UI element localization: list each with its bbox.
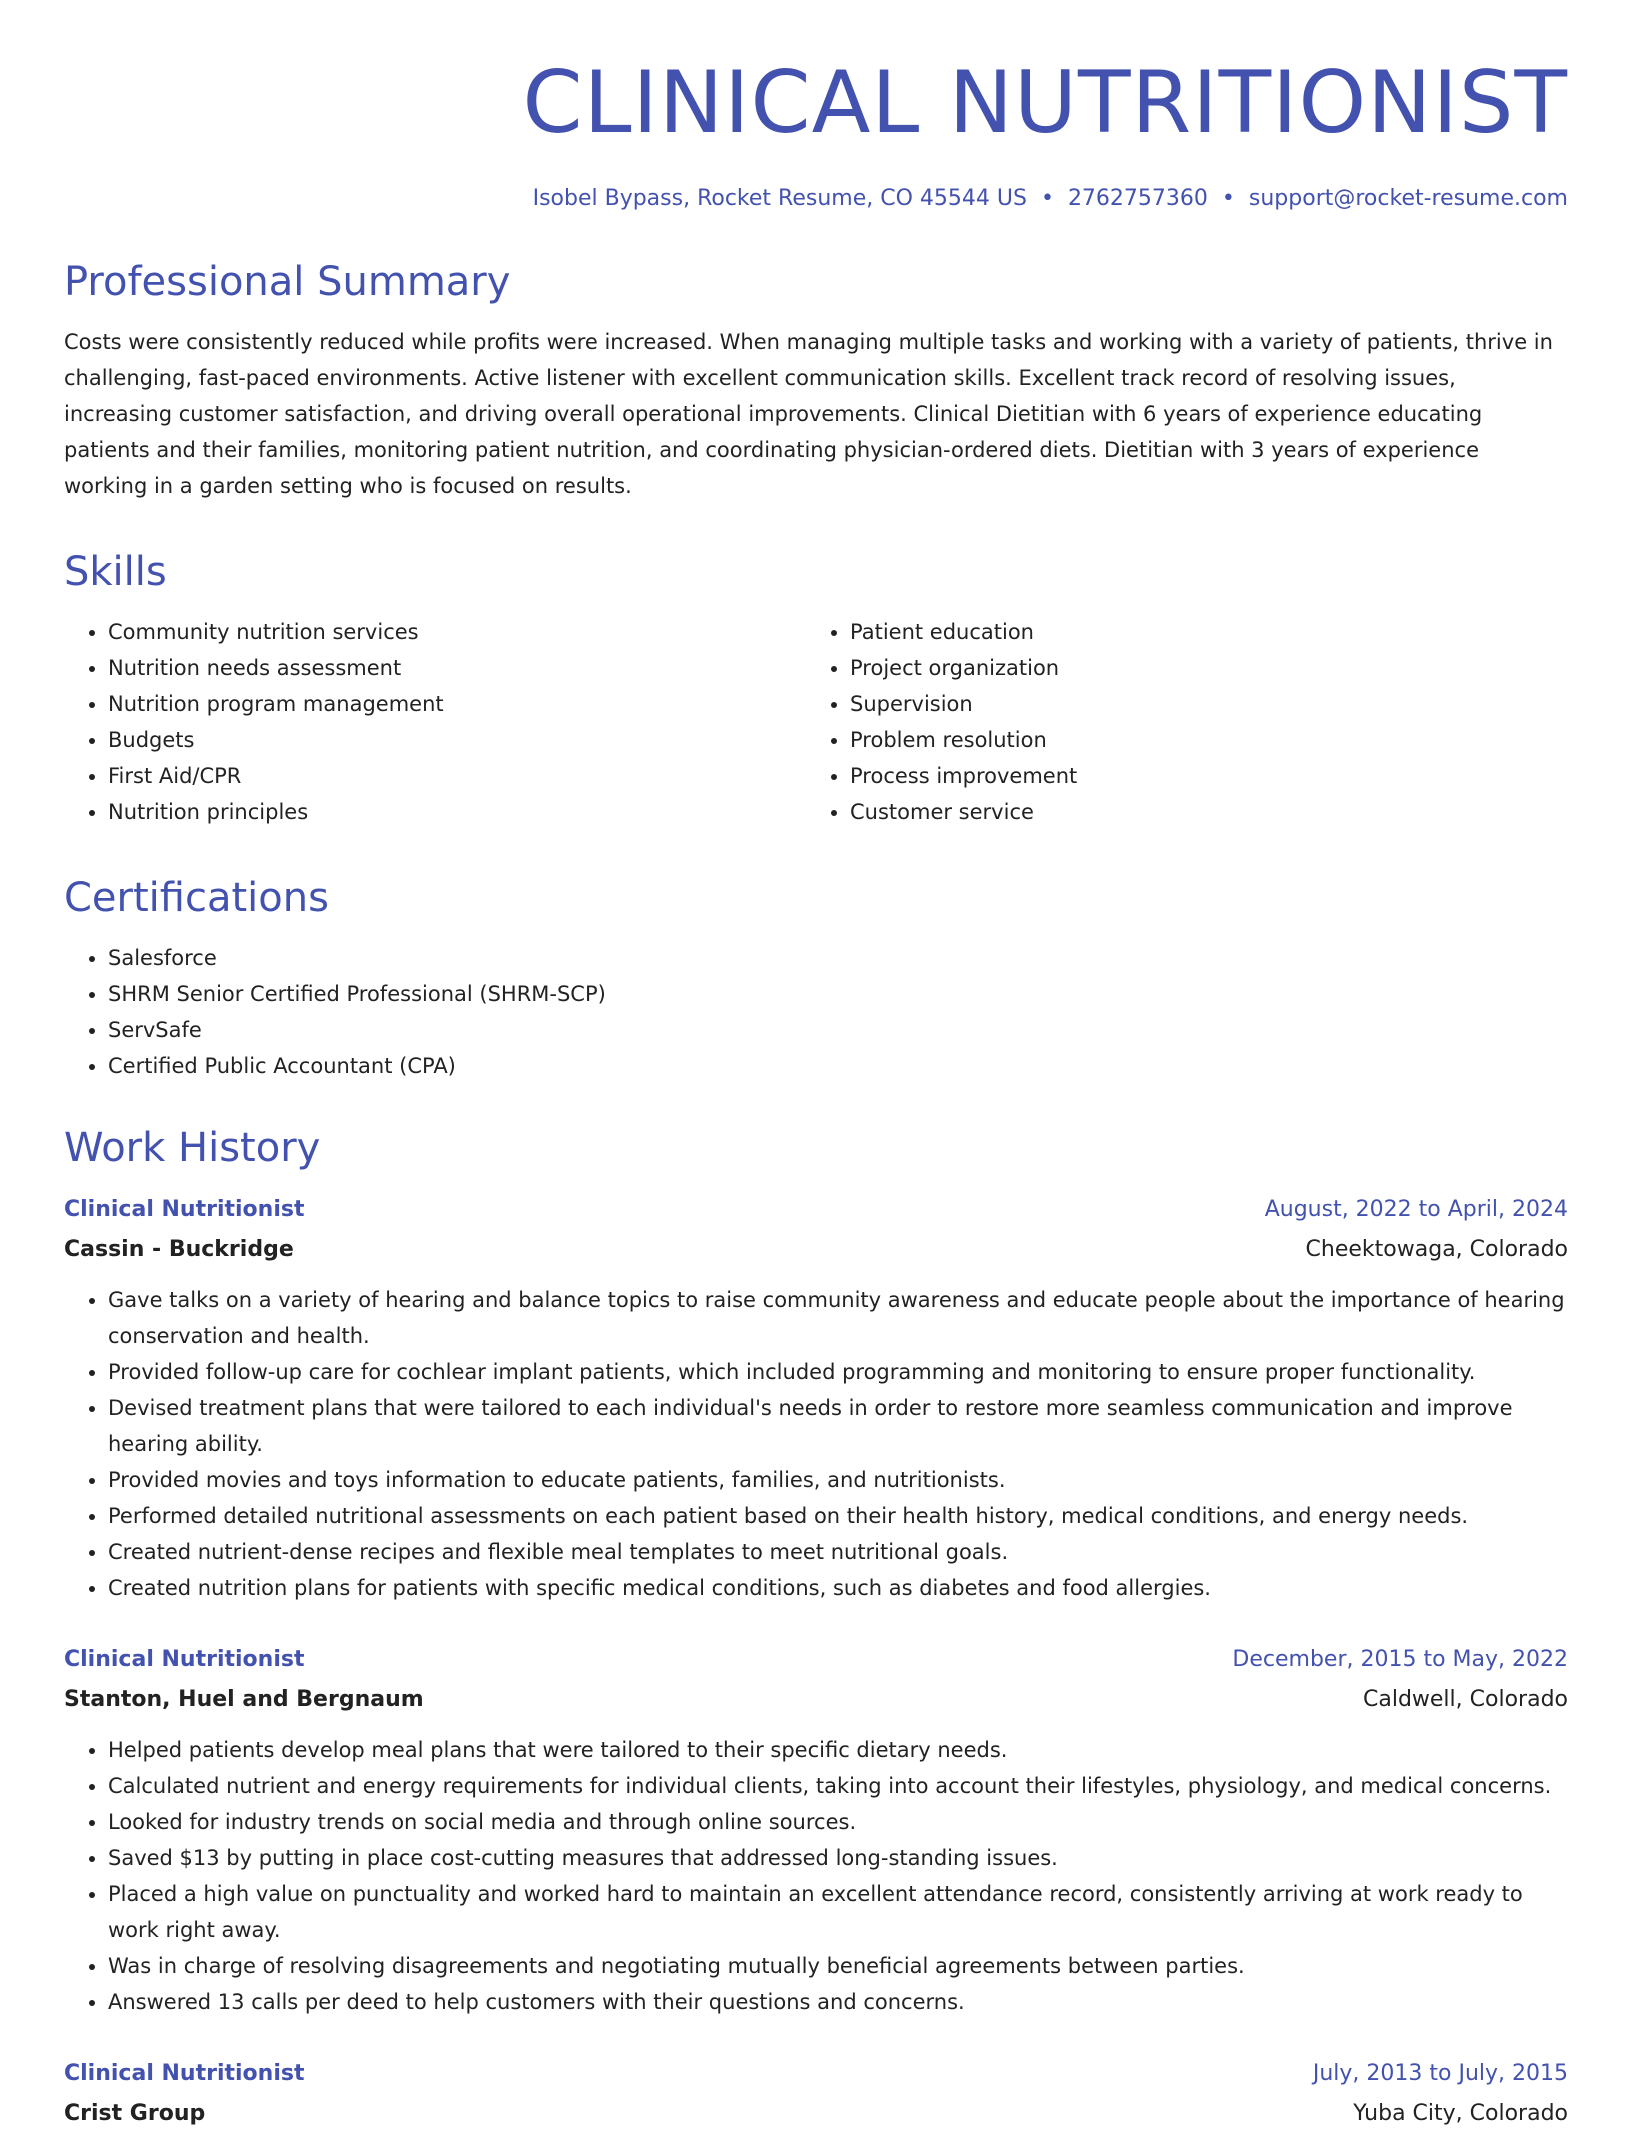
resume-header — [64, 48, 1568, 214]
job-bullet: • Placed a high value on punctuality and worked hard to maintain an excellent attendance record, consistently arriving at work ready to work right away. — [108, 1876, 1568, 1948]
certification-item: • ServSafe — [108, 1012, 1568, 1048]
section-heading-summary: Professional Summary — [64, 259, 511, 305]
resume-title: CLINICAL NUTRITIONIST — [522, 53, 1568, 153]
job-bullet: • Provided follow-up care for cochlear implant patients, which included programming and monitoring to ensure proper functionality. — [108, 1354, 1568, 1390]
job-bullet: • Created nutrient-dense recipes and flexible meal templates to meet nutritional goals. — [108, 1534, 1568, 1570]
skills-grid — [64, 614, 1568, 830]
job-dates: July, 2013 to July, 2015 — [1312, 2061, 1568, 2086]
job-bullet: • Answered 13 calls per deed to help customers with their questions and concerns. — [108, 1984, 1568, 2020]
job-bullet: • Created nutrition plans for patients with specific medical conditions, such as diabetes and food allergies. — [108, 1570, 1568, 1606]
job-location: Yuba City, Colorado — [1353, 2101, 1568, 2126]
job-bullet: • Provided movies and toys information to educate patients, families, and nutritionists. — [108, 1462, 1568, 1498]
certification-item: • SHRM Senior Certified Professional (SHRM-SCP) — [108, 976, 1568, 1012]
job-bullets — [64, 1732, 1568, 2020]
job-bullet: • Devised treatment plans that were tailored to each individual's needs in order to restore more seamless communication and improve hearing ability. — [108, 1390, 1568, 1462]
skill-item: • Problem resolution — [850, 722, 1548, 758]
job-location: Cheektowaga, Colorado — [1305, 1237, 1568, 1262]
skills-list-left — [64, 614, 806, 830]
contact-address: Isobel Bypass, Rocket Resume, CO 45544 US — [532, 186, 1027, 211]
contact-phone: 2762757360 — [1067, 186, 1208, 211]
job-bullet: • Helped patients develop meal plans that were tailored to their specific dietary needs. — [108, 1732, 1568, 1768]
job-bullets — [64, 1282, 1568, 1606]
skill-item: • Patient education — [850, 614, 1548, 650]
skill-item: • Customer service — [850, 794, 1548, 830]
section-heading-certifications: Certifications — [64, 875, 329, 921]
job-dates: December, 2015 to May, 2022 — [1232, 1647, 1568, 1672]
certifications-list — [64, 940, 1568, 1084]
job-title: Clinical Nutritionist — [64, 1197, 305, 1222]
job-bullet: • Looked for industry trends on social media and through online sources. — [108, 1804, 1568, 1840]
job-bullet: • Performed detailed nutritional assessments on each patient based on their health history, medical conditions, and energy needs. — [108, 1498, 1568, 1534]
work-history-section — [64, 1124, 1568, 2134]
job-bullet: • Saved $13 by putting in place cost-cutting measures that addressed long-standing issues. — [108, 1840, 1568, 1876]
job-title-row — [64, 2054, 1568, 2094]
certification-item: • Salesforce — [108, 940, 1568, 976]
summary-text: Costs were consistently reduced while profits were increased. When managing multiple tasks and working with a variety of patients, thrive in challenging, fast-paced environments. Active listener with excellent communication skills. Excellent track record of resolving issues, increasing customer satisfaction, and driving overall operational improvements. Clinical Dietitian with 6 years of experience educating patients and their families, monitoring patient nutrition, and coordinating physician-ordered diets. Dietitian with 3 years of experience working in a garden setting who is focused on results. — [64, 330, 1553, 498]
section-heading-skills: Skills — [64, 549, 167, 595]
summary-section — [64, 258, 1568, 504]
contact-separator: • — [1221, 186, 1235, 211]
job-entry — [64, 1640, 1568, 2020]
skills-column-right — [806, 614, 1548, 830]
section-heading-work-history: Work History — [64, 1125, 321, 1171]
skills-section — [64, 548, 1568, 830]
job-bullet: • Was in charge of resolving disagreements and negotiating mutually beneficial agreements between parties. — [108, 1948, 1568, 1984]
job-entry — [64, 1190, 1568, 1606]
skills-list-right — [806, 614, 1548, 830]
skill-item: • Budgets — [108, 722, 806, 758]
skill-item: • First Aid/CPR — [108, 758, 806, 794]
contact-separator: • — [1040, 186, 1054, 211]
certification-item: • Certified Public Accountant (CPA) — [108, 1048, 1568, 1084]
skill-item: • Nutrition needs assessment — [108, 650, 806, 686]
job-dates: August, 2022 to April, 2024 — [1264, 1197, 1568, 1222]
job-title: Clinical Nutritionist — [64, 1647, 305, 1672]
job-title-row — [64, 1190, 1568, 1230]
job-bullet: • Calculated nutrient and energy requirements for individual clients, taking into account their lifestyles, physiology, and medical concerns. — [108, 1768, 1568, 1804]
job-company-row — [64, 2094, 1568, 2134]
skills-column-left — [64, 614, 806, 830]
skill-item: • Process improvement — [850, 758, 1548, 794]
job-title: Clinical Nutritionist — [64, 2061, 305, 2086]
skill-item: • Nutrition program management — [108, 686, 806, 722]
job-title-row — [64, 1640, 1568, 1680]
job-company-row — [64, 1230, 1568, 1270]
skill-item: • Community nutrition services — [108, 614, 806, 650]
job-company: Cassin - Buckridge — [64, 1237, 294, 1262]
job-location: Caldwell, Colorado — [1362, 1687, 1568, 1712]
contact-line — [64, 184, 1568, 214]
job-company-row — [64, 1680, 1568, 1720]
job-bullet: • Gave talks on a variety of hearing and balance topics to raise community awareness and educate people about the importance of hearing conservation and health. — [108, 1282, 1568, 1354]
contact-email[interactable]: support@rocket-resume.com — [1248, 186, 1568, 211]
job-company: Stanton, Huel and Bergnaum — [64, 1687, 424, 1712]
certifications-section — [64, 874, 1568, 1084]
skill-item: • Project organization — [850, 650, 1548, 686]
skill-item: • Supervision — [850, 686, 1548, 722]
job-entry — [64, 2054, 1568, 2134]
skill-item: • Nutrition principles — [108, 794, 806, 830]
job-company: Crist Group — [64, 2101, 206, 2126]
